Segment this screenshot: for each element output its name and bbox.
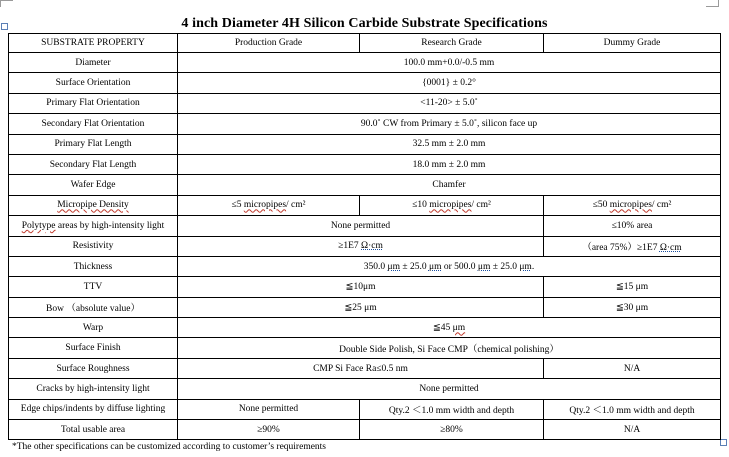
row-label: Thickness — [9, 256, 178, 276]
footnote: *The other specifications can be customized according to customer’s requirements — [12, 442, 327, 452]
row-value: None permitted — [178, 379, 721, 399]
table-row — [9, 379, 721, 399]
row-value-dummy: N/A — [544, 358, 721, 378]
row-label: TTV — [9, 277, 178, 297]
row-value-production-research: ≦25 μm — [178, 297, 544, 317]
table-row — [9, 195, 721, 215]
row-value-dummy: Qty.2 ＜1.0 mm width and depth — [544, 399, 721, 419]
row-label: Secondary Flat Length — [9, 154, 178, 174]
table-row — [9, 297, 721, 317]
row-label: Surface Orientation — [9, 73, 178, 93]
row-value-production: None permitted — [178, 399, 360, 419]
table-row — [9, 338, 721, 358]
row-value-research: ≤10 micropipes/ cm² — [360, 195, 544, 215]
row-label: Total usable area — [9, 420, 178, 440]
row-value: 90.0˚ CW from Primary ± 5.0˚, silicon face up — [178, 114, 721, 134]
row-value-production: ≤5 micropipes/ cm² — [178, 195, 360, 215]
table-row — [9, 256, 721, 276]
table-row — [9, 216, 721, 236]
table-row — [9, 134, 721, 154]
micropipe-spell-mark: Micropipe Density — [57, 200, 129, 211]
row-value: 350.0 μm ± 25.0 μm or 500.0 μm ± 25.0 μm. — [178, 256, 721, 276]
row-value-dummy: N/A — [544, 420, 721, 440]
table-row — [9, 175, 721, 195]
row-value-production-research: None permitted — [178, 216, 544, 236]
row-value-production-research: ≦10μm — [178, 277, 544, 297]
row-value: 18.0 mm ± 2.0 mm — [178, 154, 721, 174]
table-row — [9, 358, 721, 378]
header-production: Production Grade — [178, 34, 360, 53]
table-row — [9, 399, 721, 419]
row-value-production-research: ≥1E7 Ω·cm — [178, 236, 544, 256]
row-label: Surface Finish — [9, 338, 178, 358]
page-corner-mark-right — [706, 0, 719, 7]
row-label: Primary Flat Orientation — [9, 93, 178, 113]
table-resize-handle[interactable] — [720, 439, 727, 446]
row-label: Polytype areas by high-intensity light — [9, 216, 178, 236]
document-title: 4 inch Diameter 4H Silicon Carbide Substrate Specifications — [181, 16, 548, 31]
header-research: Research Grade — [360, 34, 544, 53]
row-value: <11-20> ± 5.0˚ — [178, 93, 721, 113]
row-value: 32.5 mm ± 2.0 mm — [178, 134, 721, 154]
table-row — [9, 114, 721, 134]
row-value: Chamfer — [178, 175, 721, 195]
row-label: Edge chips/indents by diffuse lighting — [9, 399, 178, 419]
row-value-research: ≥80% — [360, 420, 544, 440]
table-row — [9, 236, 721, 256]
table-row — [9, 154, 721, 174]
row-label: Surface Roughness — [9, 358, 178, 378]
table-row — [9, 73, 721, 93]
row-label: Wafer Edge — [9, 175, 178, 195]
row-value-production: ≥90% — [178, 420, 360, 440]
row-value-dummy: ≦15 μm — [544, 277, 721, 297]
table-row — [9, 318, 721, 338]
row-value: ≦45 μm — [178, 318, 721, 338]
row-value: {0001} ± 0.2° — [178, 73, 721, 93]
row-value-dummy: ≦30 μm — [544, 297, 721, 317]
row-value-research: Qty.2 ＜1.0 mm width and depth — [360, 399, 544, 419]
table-row — [9, 53, 721, 73]
header-property: SUBSTRATE PROPERTY — [9, 34, 178, 53]
row-label: Cracks by high-intensity light — [9, 379, 178, 399]
row-label — [9, 195, 178, 215]
row-value-dummy: ≤10% area — [544, 216, 721, 236]
row-label: Resistivity — [9, 236, 178, 256]
table-row — [9, 277, 721, 297]
spec-table — [8, 33, 721, 440]
row-value-dummy: （area 75%）≥1E7 Ω·cm — [544, 236, 721, 256]
row-value: Double Side Polish, Si Face CMP（chemical polishing） — [178, 338, 721, 358]
row-label: Secondary Flat Orientation — [9, 114, 178, 134]
row-label: Diameter — [9, 53, 178, 73]
row-label: Bow （absolute value） — [9, 297, 178, 317]
header-dummy: Dummy Grade — [544, 34, 721, 53]
table-header-row — [9, 34, 721, 53]
page-corner-mark-left — [0, 0, 13, 7]
row-value: 100.0 mm+0.0/-0.5 mm — [178, 53, 721, 73]
table-row — [9, 420, 721, 440]
table-row — [9, 93, 721, 113]
row-label: Warp — [9, 318, 178, 338]
row-label: Primary Flat Length — [9, 134, 178, 154]
row-value-production-research: CMP Si Face Ra≤0.5 nm — [178, 358, 544, 378]
row-value-dummy: ≤50 micropipes/ cm² — [544, 195, 721, 215]
